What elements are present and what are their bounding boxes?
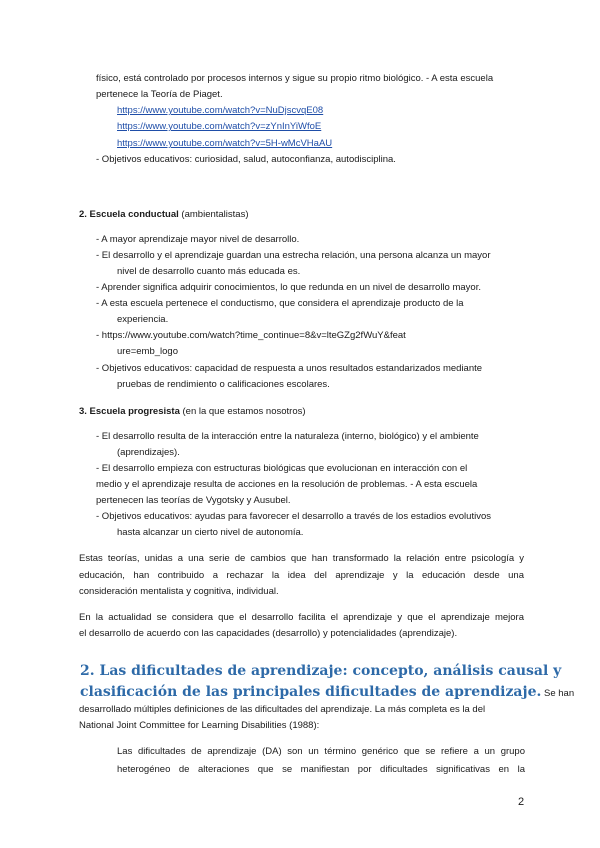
quote-line: Las dificultades de aprendizaje (DA) son un término genérico que se refiere a un grupo (117, 746, 525, 757)
bullet-line-cont: (aprendizajes). (117, 447, 180, 458)
bullet-line: - El desarrollo resulta de la interacción entre la naturaleza (interno, biológico) y el ambiente (96, 431, 479, 442)
body-text-line: National Joint Committee for Learning Disabilities (1988): (79, 720, 320, 731)
school2-title-rest: (ambientalistas) (178, 209, 249, 220)
paragraph-line: En la actualidad se considera que el desarrollo facilita el aprendizaje y que el aprendizaje mejora (79, 612, 524, 623)
section-heading-line2 (80, 682, 575, 704)
school2-title (79, 209, 249, 221)
objectives-line: - Objetivos educativos: curiosidad, salud, autoconfianza, autodisciplina. (96, 154, 396, 165)
section-heading-tail: Se han (541, 688, 575, 699)
bullet-line: - Objetivos educativos: ayudas para favorecer el desarrollo a través de los estadios evolutivos (96, 511, 491, 522)
paragraph-line: educación, han contribuido a rechazar la idea del aprendizaje y la educación desde una (79, 570, 524, 581)
bullet-line: - Objetivos educativos: capacidad de respuesta a unos resultados estandarizados mediante (96, 363, 483, 374)
youtube-link-3[interactable]: https://www.youtube.com/watch?v=5H-wMcVHaAU (117, 138, 333, 149)
section-heading-text: clasificación de las principales dificultades de aprendizaje. (80, 684, 542, 700)
paragraph-line: el desarrollo de acuerdo con las capacidades (desarrollo) y potencialidades (aprendizaje). (79, 628, 458, 639)
bullet-line-cont: hasta alcanzar un cierto nivel de autonomía. (117, 527, 304, 538)
bullet-line-cont: experiencia. (117, 314, 169, 325)
page-number: 2 (518, 796, 525, 808)
bullet-line: medio y el aprendizaje resulta de acciones en la resolución de problemas. - A esta escuela (96, 479, 478, 490)
bullet-line: - El desarrollo y el aprendizaje guardan una estrecha relación, una persona alcanza un mayor (96, 250, 491, 261)
body-text-line: físico, está controlado por procesos internos y sigue su propio ritmo biológico. - A esta escuela (96, 73, 494, 84)
school2-title-bold: 2. Escuela conductual (79, 209, 179, 220)
bullet-line: - A mayor aprendizaje mayor nivel de desarrollo. (96, 234, 300, 245)
paragraph-line: consideración mentalista y cognitiva, individual. (79, 586, 279, 597)
bullet-line-cont: nivel de desarrollo cuanto más educada es. (117, 266, 301, 277)
school3-title-rest: (en la que estamos nosotros) (179, 406, 306, 417)
bullet-line-cont: ure=emb_logo (117, 346, 179, 357)
quote-line: heterogéneo de alteraciones que se manifiestan por dificultades significativas en la (117, 764, 525, 775)
paragraph-line: Estas teorías, unidas a una serie de cambios que han transformado la relación entre psicología y (79, 553, 524, 564)
school3-title-bold: 3. Escuela progresista (79, 406, 180, 417)
youtube-link-2[interactable]: https://www.youtube.com/watch?v=zYnInYiWfoE (117, 121, 322, 132)
body-text-line: pertenece la Teoría de Piaget. (96, 89, 223, 100)
body-text-line: desarrollado múltiples definiciones de las dificultades del aprendizaje. La más completa es la del (79, 704, 486, 715)
bullet-line-cont: pruebas de rendimiento o calificaciones escolares. (117, 379, 330, 390)
bullet-line-url: - https://www.youtube.com/watch?time_continue=8&v=lteGZg2fWuY&feat (96, 330, 406, 341)
school3-title (79, 406, 306, 418)
youtube-link-1[interactable]: https://www.youtube.com/watch?v=NuDjscvqE08 (117, 105, 324, 116)
section-heading-line1: 2. Las dificultades de aprendizaje: concepto, análisis causal y (80, 663, 562, 679)
bullet-line: - El desarrollo empieza con estructuras biológicas que evolucionan en interacción con el (96, 463, 468, 474)
bullet-line: pertenecen las teorías de Vygotsky y Ausubel. (96, 495, 291, 506)
bullet-line: - A esta escuela pertenece el conductismo, que considera el aprendizaje producto de la (96, 298, 464, 309)
bullet-line: - Aprender significa adquirir conocimientos, lo que redunda en un nivel de desarrollo mayor. (96, 282, 481, 293)
